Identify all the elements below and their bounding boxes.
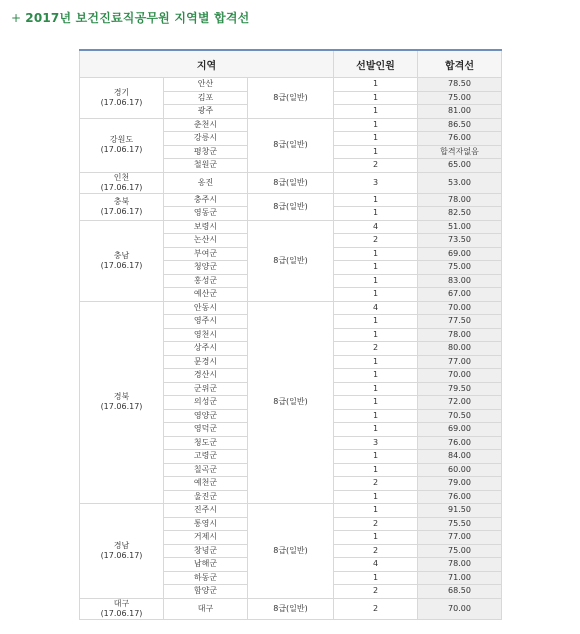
city-cell: 대구 — [164, 598, 248, 619]
cutoff-cell: 79.50 — [418, 382, 502, 396]
city-cell: 의성군 — [164, 396, 248, 410]
cutoff-cell: 70.00 — [418, 598, 502, 619]
count-cell: 1 — [334, 571, 418, 585]
count-cell: 1 — [334, 396, 418, 410]
city-cell: 진주시 — [164, 504, 248, 518]
city-cell: 영주시 — [164, 315, 248, 329]
city-cell: 논산시 — [164, 234, 248, 248]
cutoff-cell: 78.00 — [418, 193, 502, 207]
cutoff-cell: 합격자없음 — [418, 145, 502, 159]
region-date: (17.06.17) — [100, 550, 143, 560]
region-name: 충북 — [113, 196, 130, 206]
table-body — [80, 78, 502, 620]
count-cell: 1 — [334, 328, 418, 342]
page-title-text: 2017년 보건진료직공무원 지역별 합격선 — [25, 11, 250, 25]
cutoff-cell: 76.00 — [418, 436, 502, 450]
region-name: 경남 — [113, 540, 130, 550]
count-cell: 2 — [334, 477, 418, 491]
table-row — [80, 598, 502, 619]
count-cell: 1 — [334, 274, 418, 288]
cutoff-cell: 78.00 — [418, 328, 502, 342]
city-cell: 고령군 — [164, 450, 248, 464]
cutoff-cell: 77.00 — [418, 355, 502, 369]
results-table — [79, 49, 502, 620]
region-name: 경기 — [113, 87, 130, 97]
cutoff-cell: 65.00 — [418, 159, 502, 173]
city-cell: 군위군 — [164, 382, 248, 396]
cutoff-cell: 70.00 — [418, 301, 502, 315]
count-cell: 2 — [334, 342, 418, 356]
table-row — [80, 193, 502, 207]
grade-cell: 8급(일반) — [248, 220, 334, 301]
cutoff-cell: 84.00 — [418, 450, 502, 464]
region-name: 대구 — [113, 598, 130, 608]
region-date: (17.06.17) — [100, 97, 143, 107]
region-cell — [80, 220, 164, 301]
count-cell: 2 — [334, 585, 418, 599]
region-date: (17.06.17) — [100, 145, 143, 154]
region-name: 인천 — [113, 172, 130, 182]
count-cell: 1 — [334, 369, 418, 383]
cutoff-cell: 83.00 — [418, 274, 502, 288]
city-cell: 청도군 — [164, 436, 248, 450]
city-cell: 예천군 — [164, 477, 248, 491]
city-cell: 김포 — [164, 91, 248, 105]
region-date: (17.06.17) — [100, 608, 143, 618]
page-title — [11, 9, 249, 26]
cutoff-cell: 79.00 — [418, 477, 502, 491]
cutoff-cell: 86.50 — [418, 118, 502, 132]
grade-cell: 8급(일반) — [248, 78, 334, 119]
count-cell: 1 — [334, 118, 418, 132]
count-cell: 1 — [334, 315, 418, 329]
cutoff-cell: 51.00 — [418, 220, 502, 234]
cutoff-cell: 75.00 — [418, 544, 502, 558]
count-cell: 4 — [334, 558, 418, 572]
region-date: (17.06.17) — [100, 260, 143, 270]
count-cell: 1 — [334, 145, 418, 159]
city-cell: 광주 — [164, 105, 248, 119]
column-header-count: 선발인원 — [334, 50, 418, 78]
count-cell: 1 — [334, 132, 418, 146]
count-cell: 1 — [334, 261, 418, 275]
table-row — [80, 172, 502, 193]
city-cell: 거제시 — [164, 531, 248, 545]
count-cell: 1 — [334, 409, 418, 423]
count-cell: 1 — [334, 504, 418, 518]
count-cell: 1 — [334, 423, 418, 437]
cutoff-cell: 77.00 — [418, 531, 502, 545]
count-cell: 1 — [334, 490, 418, 504]
table-row — [80, 504, 502, 518]
count-cell: 2 — [334, 517, 418, 531]
city-cell: 강릉시 — [164, 132, 248, 146]
table-row — [80, 220, 502, 234]
plus-icon: + — [11, 11, 22, 25]
cutoff-cell: 69.00 — [418, 423, 502, 437]
region-name: 충남 — [113, 250, 130, 260]
region-cell — [80, 172, 164, 193]
table-header-row — [80, 50, 502, 78]
city-cell: 예산군 — [164, 288, 248, 302]
cutoff-cell: 71.00 — [418, 571, 502, 585]
city-cell: 충주시 — [164, 193, 248, 207]
cutoff-cell: 76.00 — [418, 132, 502, 146]
city-cell: 안산 — [164, 78, 248, 92]
cutoff-cell: 75.50 — [418, 517, 502, 531]
count-cell: 2 — [334, 598, 418, 619]
count-cell: 1 — [334, 355, 418, 369]
cutoff-cell: 69.00 — [418, 247, 502, 261]
count-cell: 2 — [334, 544, 418, 558]
grade-cell: 8급(일반) — [248, 504, 334, 599]
cutoff-cell: 67.00 — [418, 288, 502, 302]
city-cell: 남해군 — [164, 558, 248, 572]
count-cell: 3 — [334, 172, 418, 193]
count-cell: 1 — [334, 193, 418, 207]
cutoff-cell: 77.50 — [418, 315, 502, 329]
city-cell: 영천시 — [164, 328, 248, 342]
region-cell — [80, 301, 164, 504]
city-cell: 상주시 — [164, 342, 248, 356]
cutoff-cell: 75.00 — [418, 261, 502, 275]
count-cell: 1 — [334, 91, 418, 105]
count-cell: 2 — [334, 234, 418, 248]
city-cell: 평창군 — [164, 145, 248, 159]
count-cell: 1 — [334, 382, 418, 396]
city-cell: 하동군 — [164, 571, 248, 585]
cutoff-cell: 76.00 — [418, 490, 502, 504]
cutoff-cell: 72.00 — [418, 396, 502, 410]
city-cell: 영양군 — [164, 409, 248, 423]
cutoff-cell: 78.00 — [418, 558, 502, 572]
count-cell: 4 — [334, 301, 418, 315]
city-cell: 부여군 — [164, 247, 248, 261]
count-cell: 4 — [334, 220, 418, 234]
cutoff-cell: 70.00 — [418, 369, 502, 383]
count-cell: 2 — [334, 159, 418, 173]
region-name: 경북 — [113, 392, 130, 402]
city-cell: 경산시 — [164, 369, 248, 383]
grade-cell: 8급(일반) — [248, 118, 334, 172]
city-cell: 통영시 — [164, 517, 248, 531]
cutoff-cell: 73.50 — [418, 234, 502, 248]
region-date: (17.06.17) — [100, 402, 143, 412]
city-cell: 철원군 — [164, 159, 248, 173]
grade-cell: 8급(일반) — [248, 301, 334, 504]
column-header-region: 지역 — [80, 50, 334, 78]
city-cell: 홍성군 — [164, 274, 248, 288]
region-date: (17.06.17) — [100, 206, 143, 216]
column-header-cutoff: 합격선 — [418, 50, 502, 78]
count-cell: 1 — [334, 450, 418, 464]
cutoff-cell: 70.50 — [418, 409, 502, 423]
page-edge — [0, 628, 580, 634]
region-date: (17.06.17) — [100, 182, 143, 192]
cutoff-cell: 75.00 — [418, 91, 502, 105]
city-cell: 창녕군 — [164, 544, 248, 558]
city-cell: 함양군 — [164, 585, 248, 599]
city-cell: 영덕군 — [164, 423, 248, 437]
city-cell: 청양군 — [164, 261, 248, 275]
table-row — [80, 301, 502, 315]
count-cell: 1 — [334, 247, 418, 261]
cutoff-cell: 53.00 — [418, 172, 502, 193]
region-cell — [80, 193, 164, 220]
count-cell: 1 — [334, 78, 418, 92]
count-cell: 1 — [334, 105, 418, 119]
count-cell: 1 — [334, 531, 418, 545]
cutoff-cell: 81.00 — [418, 105, 502, 119]
region-cell — [80, 504, 164, 599]
city-cell: 울진군 — [164, 490, 248, 504]
grade-cell: 8급(일반) — [248, 172, 334, 193]
region-cell — [80, 78, 164, 119]
cutoff-cell: 82.50 — [418, 207, 502, 221]
cutoff-cell: 80.00 — [418, 342, 502, 356]
cutoff-cell: 78.50 — [418, 78, 502, 92]
cutoff-cell: 60.00 — [418, 463, 502, 477]
count-cell: 3 — [334, 436, 418, 450]
table-row — [80, 78, 502, 92]
city-cell: 칠곡군 — [164, 463, 248, 477]
city-cell: 영동군 — [164, 207, 248, 221]
region-name: 강원도 — [109, 135, 134, 144]
grade-cell: 8급(일반) — [248, 193, 334, 220]
city-cell: 문경시 — [164, 355, 248, 369]
city-cell: 춘천시 — [164, 118, 248, 132]
cutoff-cell: 68.50 — [418, 585, 502, 599]
count-cell: 1 — [334, 288, 418, 302]
table-row — [80, 118, 502, 132]
city-cell: 보령시 — [164, 220, 248, 234]
cutoff-cell: 91.50 — [418, 504, 502, 518]
grade-cell: 8급(일반) — [248, 598, 334, 619]
region-cell — [80, 598, 164, 619]
city-cell: 옹진 — [164, 172, 248, 193]
count-cell: 1 — [334, 463, 418, 477]
count-cell: 1 — [334, 207, 418, 221]
city-cell: 안동시 — [164, 301, 248, 315]
region-cell — [80, 118, 164, 172]
